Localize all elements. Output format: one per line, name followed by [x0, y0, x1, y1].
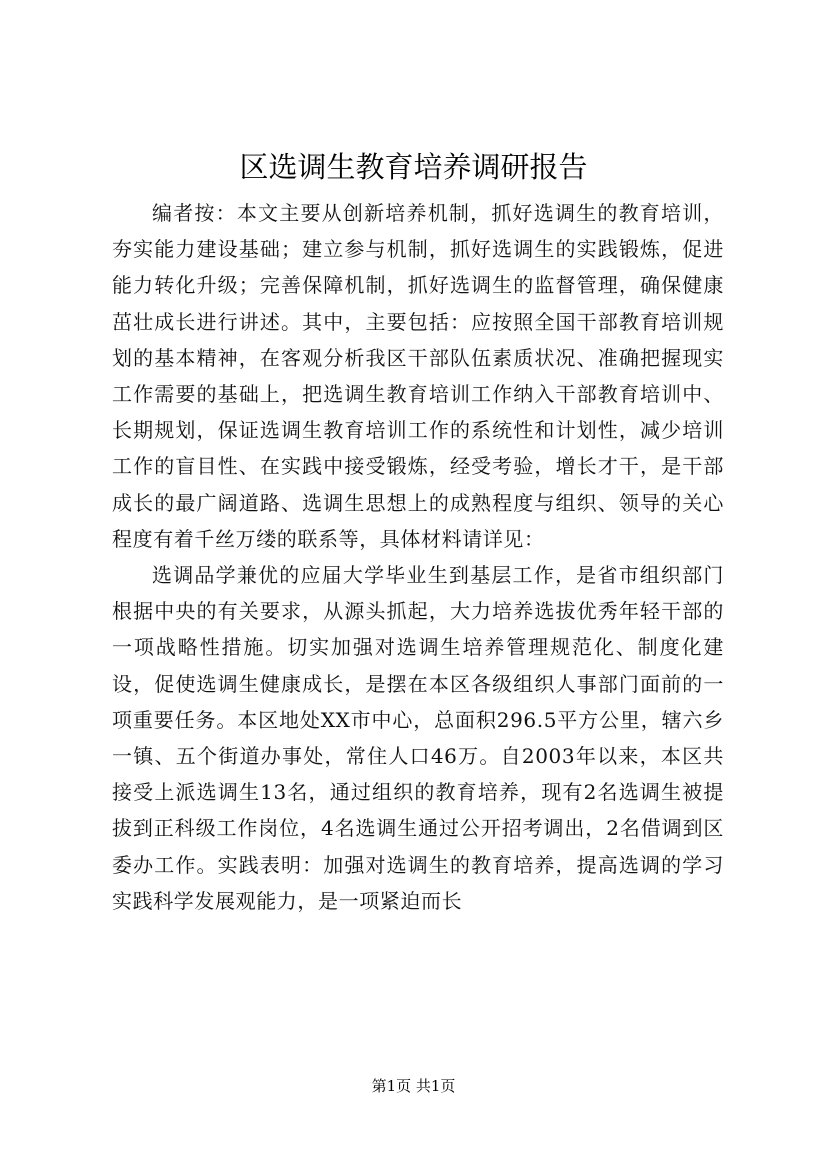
page-footer: 第1页 共1页 — [371, 1077, 456, 1095]
document-body — [112, 195, 724, 919]
document-title: 区选调生教育培养调研报告 — [239, 150, 588, 184]
editor-note-paragraph: 编者按：本文主要从创新培养机制，抓好选调生的教育培训，夯实能力建设基础；建立参与机制，抓好选调生的实践锻炼，促进能力转化升级；完善保障机制，抓好选调生的监督管理，确保健康茁壮成长进行讲述。其中，主要包括：应按照全国干部教育培训规划的基本精神，在客观分析我区干部队伍素质状况、准确把握现实工作需要的基础上，把选调生教育培训工作纳入干部教育培训中、长期规划，保证选调生教育培训工作的系统性和计划性，减少培训工作的盲目性、在实践中接受锻炼，经受考验，增长才干，是干部成长的最广阔道路、选调生思想上的成熟程度与组织、领导的关心程度有着千丝万缕的联系等，具体材料请详见： — [112, 201, 724, 551]
body-paragraph: 选调品学兼优的应届大学毕业生到基层工作，是省市组织部门根据中央的有关要求，从源头抓起，大力培养选拔优秀年轻干部的一项战略性措施。切实加强对选调生培养管理规范化、制度化建设，促使选调生健康成长，是摆在本区各级组织人事部门面前的一项重要任务。本区地处XX市中心，总面积296.5平方公里，辖六乡一镇、五个街道办事处，常住人口46万。自2003年以来，本区共接受上派选调生13名，通过组织的教育培养，现有2名选调生被提拔到正科级工作岗位，4名选调生通过公开招考调出，2名借调到区委办工作。实践表明：加强对选调生的教育培养，提高选调的学习实践科学发展观能力，是一项紧迫而长 — [112, 563, 724, 913]
